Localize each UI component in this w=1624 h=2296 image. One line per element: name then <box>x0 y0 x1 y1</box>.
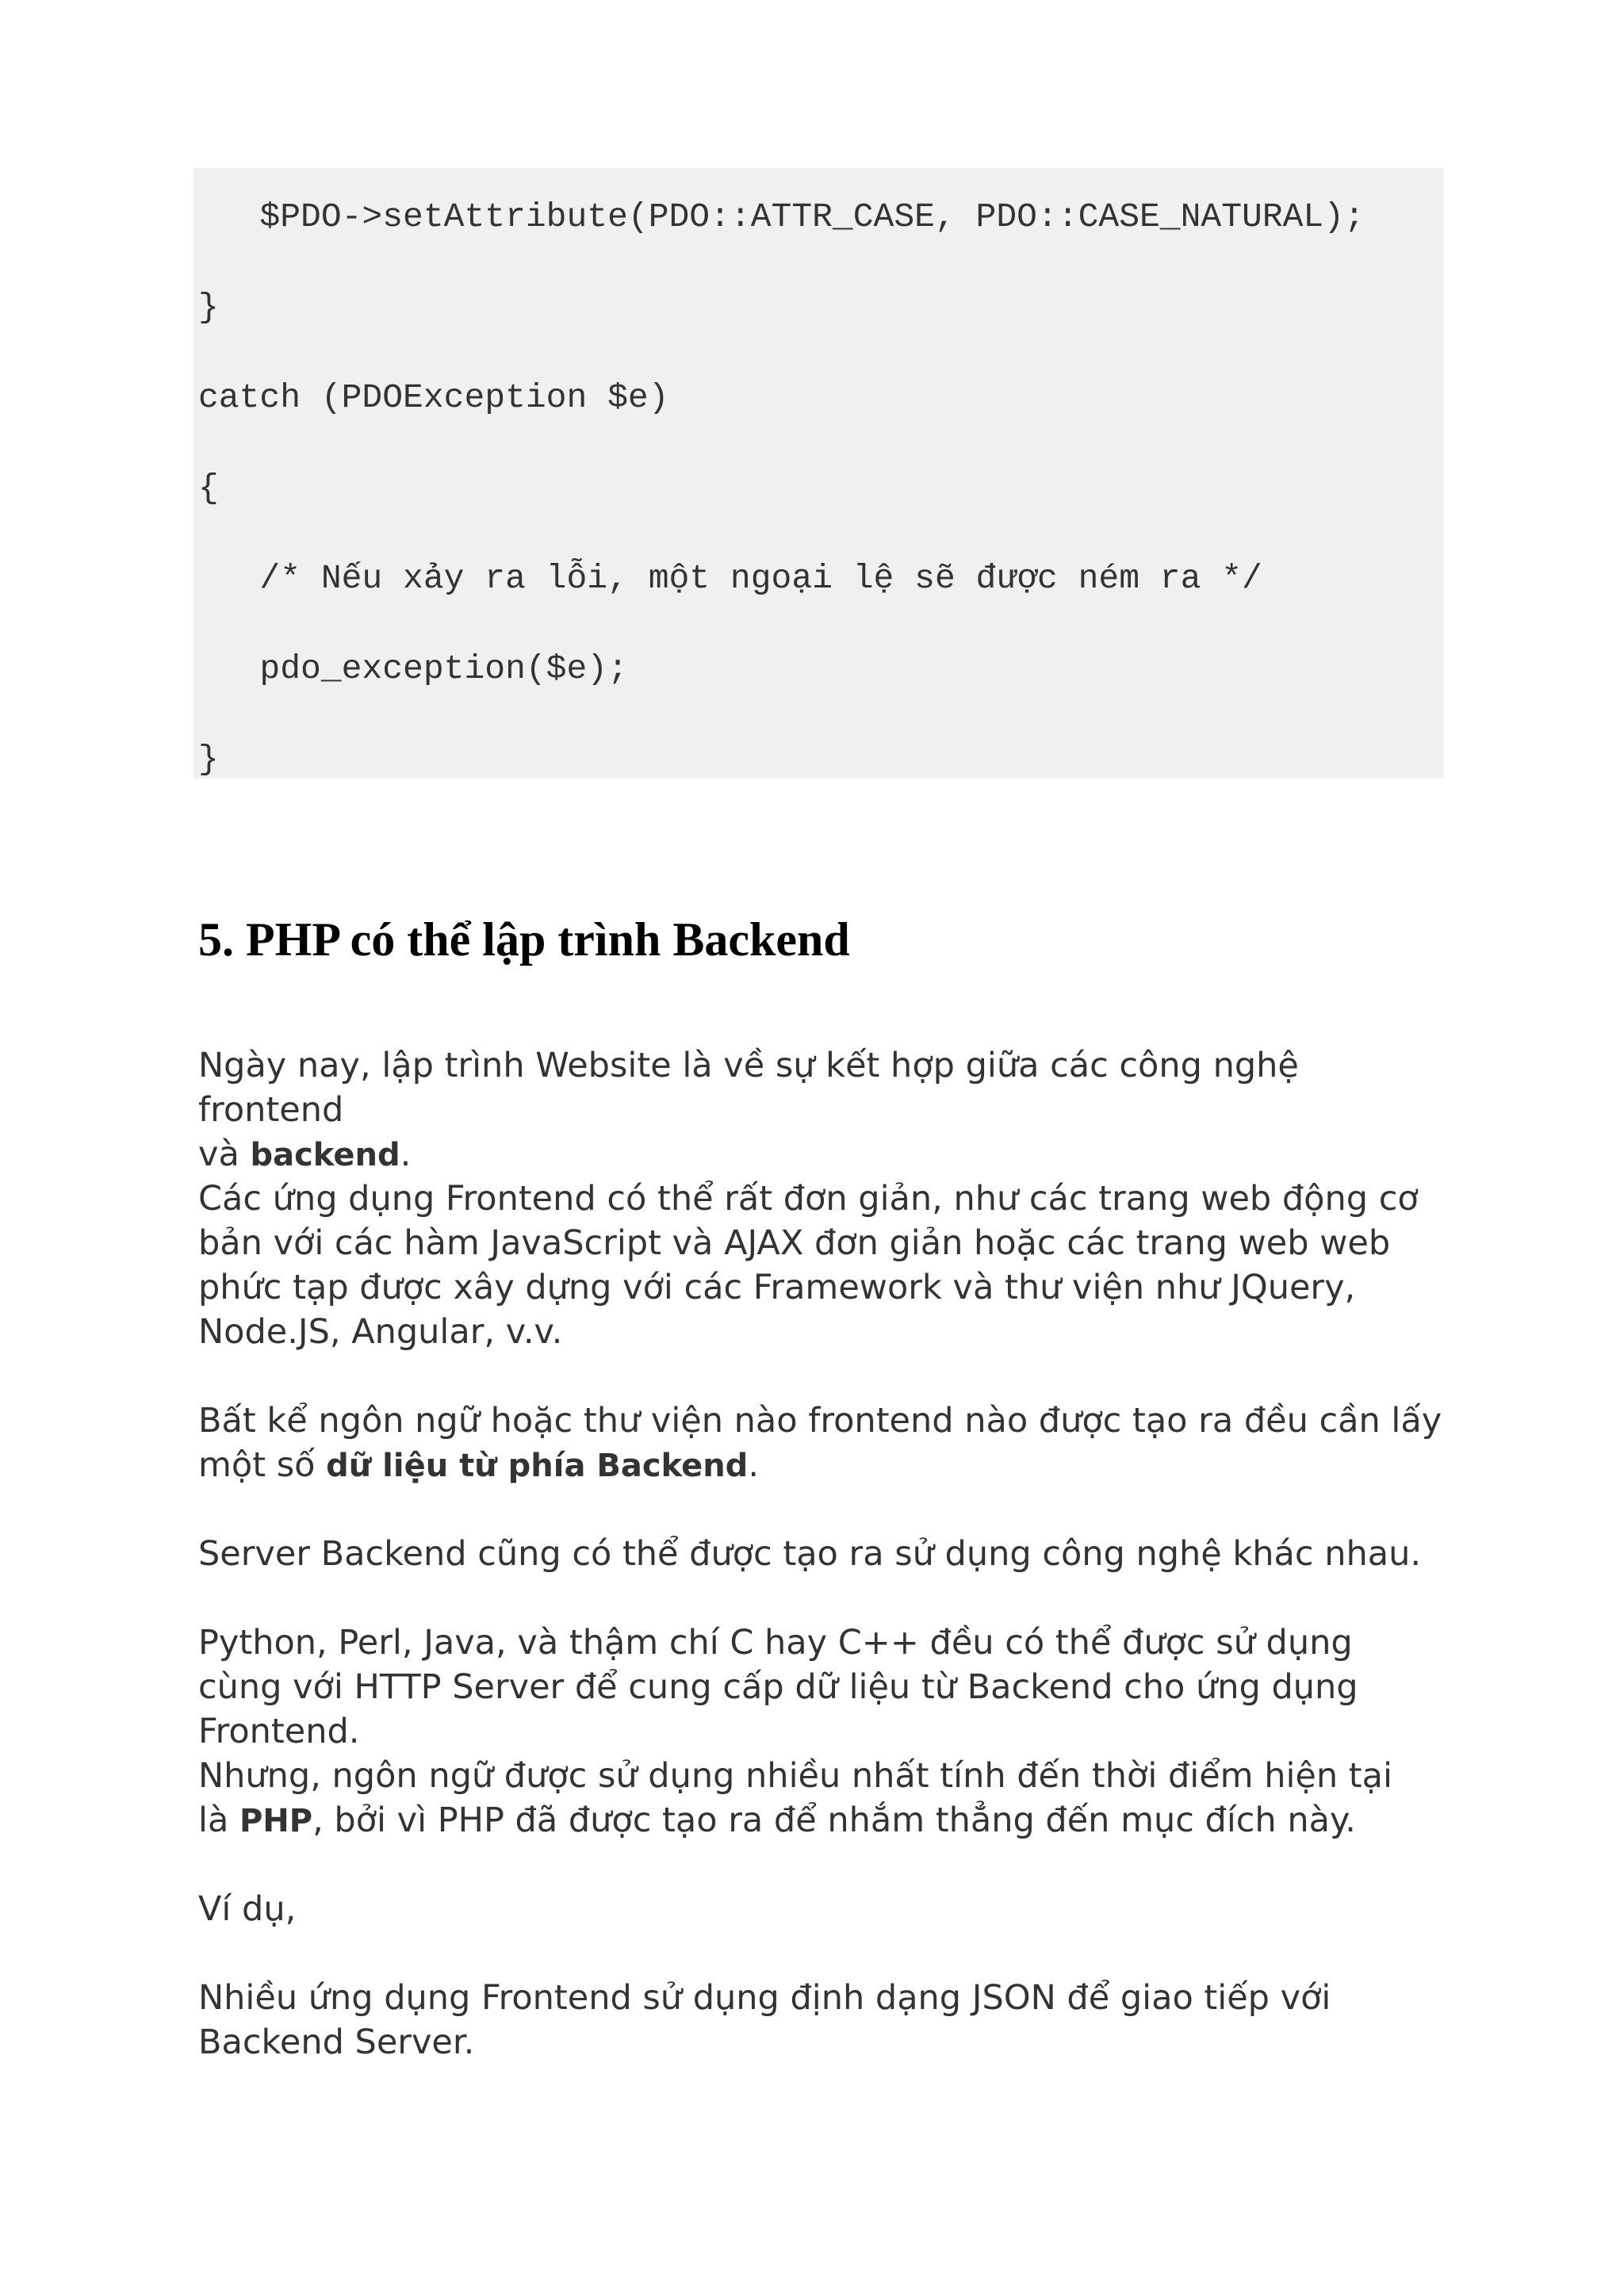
paragraph-backend-data <box>198 1399 1451 1488</box>
paragraph-text: , bởi vì PHP đã được tạo ra để nhắm thẳng đến mục đích này. <box>312 1800 1356 1840</box>
paragraph-text: là <box>198 1800 239 1840</box>
paragraph-php <box>198 1754 1451 1843</box>
paragraph-text: Bất kể ngôn ngữ hoặc thư viện nào frontend nào được tạo ra đều cần lấy <box>198 1401 1442 1441</box>
code-line: catch (PDOException $e) <box>198 378 669 417</box>
paragraph-text: Ngày nay, lập trình Website là về sự kết hợp giữa các công nghệ frontend <box>198 1046 1299 1130</box>
paragraph-example: Ví dụ, <box>198 1889 297 1929</box>
paragraph-text: Nhưng, ngôn ngữ được sử dụng nhiều nhất tính đến thời điểm hiện tại <box>198 1756 1392 1796</box>
code-line: $PDO->setAttribute(PDO::ATTR_CASE, PDO::CASE_NATURAL); <box>198 197 1365 236</box>
code-line: { <box>198 469 219 507</box>
paragraph-text: . <box>748 1445 759 1485</box>
paragraph-text: và <box>198 1135 251 1174</box>
code-line: pdo_exception($e); <box>198 649 628 688</box>
section-heading: 5. PHP có thể lập trình Backend <box>198 913 850 966</box>
paragraph-frontend: Các ứng dụng Frontend có thể rất đơn giản, như các trang web động cơ bản với các hàm JavaScript và AJAX đơn giản hoặc các trang web web phức tạp được xây dựng với các Framework và thư viện như JQuery, Node.JS, Angular, v.v. <box>198 1179 1419 1352</box>
bold-term: PHP <box>239 1803 313 1839</box>
code-line: } <box>198 288 219 327</box>
paragraph-languages: Python, Perl, Java, và thậm chí C hay C++ đều có thể được sử dụng cùng với HTTP Server để cung cấp dữ liệu từ Backend cho ứng dụng Frontend. <box>198 1623 1358 1751</box>
code-line: } <box>198 740 219 779</box>
bold-term: backend <box>250 1137 400 1173</box>
bold-term: dữ liệu từ phía Backend <box>326 1448 749 1484</box>
paragraph-intro <box>198 1043 1451 1177</box>
paragraph-server: Server Backend cũng có thể được tạo ra sử dụng công nghệ khác nhau. <box>198 1534 1421 1574</box>
paragraph-text: một số <box>198 1445 327 1485</box>
code-line: /* Nếu xảy ra lỗi, một ngoại lệ sẽ được ném ra */ <box>198 559 1262 598</box>
paragraph-json: Nhiều ứng dụng Frontend sử dụng định dạng JSON để giao tiếp với Backend Server. <box>198 1978 1331 2062</box>
paragraph-text: . <box>400 1135 412 1174</box>
code-block <box>193 168 1443 779</box>
